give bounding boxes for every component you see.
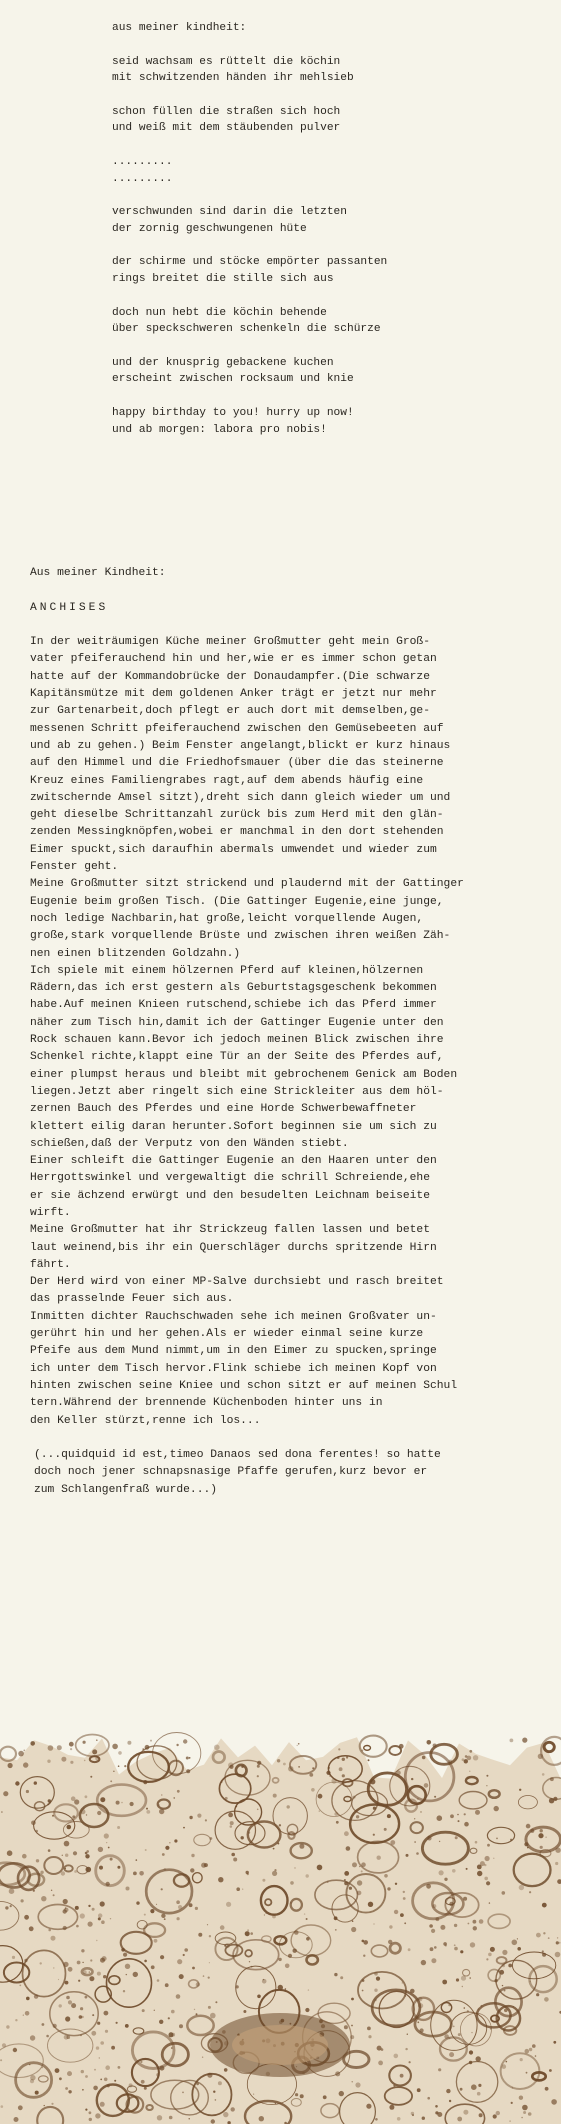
prose-line: Einer schleift die Gattinger Eugenie an den Haaren unter den xyxy=(30,1155,437,1168)
prose-line: das prasselnde Feuer sich aus. xyxy=(30,1293,234,1306)
prose-line: Inmitten dichter Rauchschwaden sehe ich meinen Großvater un- xyxy=(30,1310,437,1323)
prose-line: er sie ächzend erwürgt und den besudelten Leichnam beiseite xyxy=(30,1189,430,1202)
prose-line: Eugenie beim großen Tisch. (Die Gattinger Eugenie,eine junge, xyxy=(30,895,444,908)
poem-line: schon füllen die straßen sich hoch xyxy=(112,105,341,118)
prose-line: zwitschernde Amsel sitzt),dreht sich dann gleich wieder um und xyxy=(30,791,451,804)
prose-line: vater pfeiferauchend hin und her,wie er es immer schon getan xyxy=(30,653,437,666)
prose-line: gerührt hin und her gehen.Als er wieder einmal seine kurze xyxy=(30,1328,424,1341)
prose-title: ANCHISES xyxy=(30,601,109,614)
footnote-line: (...quidquid id est,timeo Danaos sed dona ferentes! so hatte xyxy=(34,1449,441,1462)
prose-line: hinten zwischen seine Kniee und schon sitzt er auf meinen Schul xyxy=(30,1379,458,1392)
prose-line: Pfeife aus dem Mund nimmt,um in den Eimer zu spucken,springe xyxy=(30,1345,437,1358)
prose-line: fährt. xyxy=(30,1258,71,1271)
poem-stanza-gap xyxy=(112,338,512,355)
poem-line: und der knusprig gebackene kuchen xyxy=(112,356,334,369)
poem-stanza-gap xyxy=(112,388,512,405)
footnote-line: zum Schlangenfraß wurde...) xyxy=(34,1483,218,1496)
poem-line: seid wachsam es rüttelt die köchin xyxy=(112,55,341,68)
prose-line: schießen,daß der Verputz von den Wänden stiebt. xyxy=(30,1137,349,1150)
poem-block xyxy=(112,20,512,438)
poem-line: erscheint zwischen rocksaum und knie xyxy=(112,373,354,386)
poem-stanza-gap xyxy=(112,37,512,54)
poem-stanza-gap xyxy=(112,288,512,305)
prose-line: messenen Schritt pfeiferauchend zwischen den Gemüsebeeten auf xyxy=(30,722,444,735)
prose-line: Schenkel richte,klappt eine Tür an der Seite des Pferdes auf, xyxy=(30,1051,444,1064)
prose-line: liegen.Jetzt aber ringelt sich eine Strickleiter aus dem höl- xyxy=(30,1085,444,1098)
poem-line: verschwunden sind darin die letzten xyxy=(112,206,347,219)
poem-stanza-gap xyxy=(112,187,512,204)
poem-line: mit schwitzenden händen ihr mehlsieb xyxy=(112,72,354,85)
poem-line: und ab morgen: labora pro nobis! xyxy=(112,423,327,436)
prose-line: Fenster geht. xyxy=(30,861,119,874)
prose-line: Ich spiele mit einem hölzernen Pferd auf kleinen,hölzernen xyxy=(30,964,424,977)
prose-line: Meine Großmutter hat ihr Strickzeug fallen lassen und betet xyxy=(30,1224,430,1237)
prose-body xyxy=(30,634,530,1430)
prose-line: Kreuz eines Familiengrabes ragt,auf dem abends häufig eine xyxy=(30,774,424,787)
prose-line: zenden Messingknöpfen,wobei er manchmal in den dort stehenden xyxy=(30,826,444,839)
poem-line: aus meiner kindheit: xyxy=(112,22,247,34)
poem-stanza-gap xyxy=(112,237,512,254)
poem-line: und weiß mit dem stäubenden pulver xyxy=(112,122,341,135)
poem-stanza-gap xyxy=(112,87,512,104)
prose-line: einer plumpst heraus und bleibt mit gebrochenem Genick am Boden xyxy=(30,1068,458,1081)
prose-block xyxy=(30,565,530,1499)
poem-line: rings breitet die stille sich aus xyxy=(112,272,334,285)
prose-line: geht dieselbe Schrittanzahl zurück bis zum Herd mit den glän- xyxy=(30,809,444,822)
prose-line: Rädern,das ich erst gestern als Geburtstagsgeschenk bekommen xyxy=(30,982,437,995)
poem-stanza-gap xyxy=(112,137,512,154)
prose-line: Herrgottswinkel und vergewaltigt die schrill Schreiende,ehe xyxy=(30,1172,430,1185)
prose-line: habe.Auf meinen Knieen rutschend,schiebe ich das Pferd immer xyxy=(30,999,437,1012)
prose-line: auf den Himmel und die Friedhofsmauer (über die das steinerne xyxy=(30,757,444,770)
prose-line: zur Gartenarbeit,doch pflegt er auch dort mit demselben,ge- xyxy=(30,705,430,718)
poem-line: ......... xyxy=(112,172,173,185)
prose-line: wirft. xyxy=(30,1206,71,1219)
poem-line: der zornig geschwungenen hüte xyxy=(112,222,307,235)
prose-line: ich unter dem Tisch hervor.Flink schiebe ich meinen Kopf von xyxy=(30,1362,437,1375)
prose-line: Der Herd wird von einer MP-Salve durchsiebt und rasch breitet xyxy=(30,1276,444,1289)
prose-line: Meine Großmutter sitzt strickend und plaudernd mit der Gattinger xyxy=(30,878,464,891)
prose-line: tern.Während der brennende Küchenboden hinter uns in xyxy=(30,1397,383,1410)
prose-line: Eimer spuckt,sich daraufhin abermals umwendet und wieder zum xyxy=(30,843,437,856)
prose-line: und ab zu gehen.) Beim Fenster angelangt,blickt er kurz hinaus xyxy=(30,739,451,752)
poem-line: der schirme und stöcke empörter passanten xyxy=(112,256,388,269)
prose-line: Kapitänsmütze mit dem goldenen Anker trägt er jetzt nur mehr xyxy=(30,688,437,701)
prose-heading: Aus meiner Kindheit: xyxy=(30,567,166,579)
prose-line: näher zum Tisch hin,damit ich der Gattinger Eugenie unter den xyxy=(30,1016,444,1029)
prose-line: Rock schauen kann.Bevor ich jedoch meinen Blick zwischen ihre xyxy=(30,1034,444,1047)
poem-line: ......... xyxy=(112,155,173,168)
prose-line: klettert eilig daran herunter.Sofort beginnen sie um sich zu xyxy=(30,1120,437,1133)
prose-line: laut weinend,bis ihr ein Querschläger durchs spritzende Hirn xyxy=(30,1241,437,1254)
prose-line: noch ledige Nachbarin,hat große,leicht vorquellende Augen, xyxy=(30,912,424,925)
prose-line: große,stark vorquellende Brüste und zwischen ihren weißen Zäh- xyxy=(30,930,451,943)
prose-line: hatte auf der Kommandobrücke der Donaudampfer.(Die schwarze xyxy=(30,670,430,683)
prose-line: nen einen blitzenden Goldzahn.) xyxy=(30,947,241,960)
footnote xyxy=(30,1447,530,1499)
poem-line: über speckschweren schenkeln die schürze xyxy=(112,323,381,336)
decorative-texture-image xyxy=(0,1715,561,2124)
prose-line: In der weiträumigen Küche meiner Großmutter geht mein Groß- xyxy=(30,636,430,649)
prose-line: den Keller stürzt,renne ich los... xyxy=(30,1414,261,1427)
footnote-line: doch noch jener schnapsnasige Pfaffe gerufen,kurz bevor er xyxy=(34,1466,428,1479)
poem-line: happy birthday to you! hurry up now! xyxy=(112,406,354,419)
prose-line: zernen Bauch des Pferdes und eine Horde Schwerbewaffneter xyxy=(30,1103,417,1116)
poem-line: doch nun hebt die köchin behende xyxy=(112,306,327,319)
